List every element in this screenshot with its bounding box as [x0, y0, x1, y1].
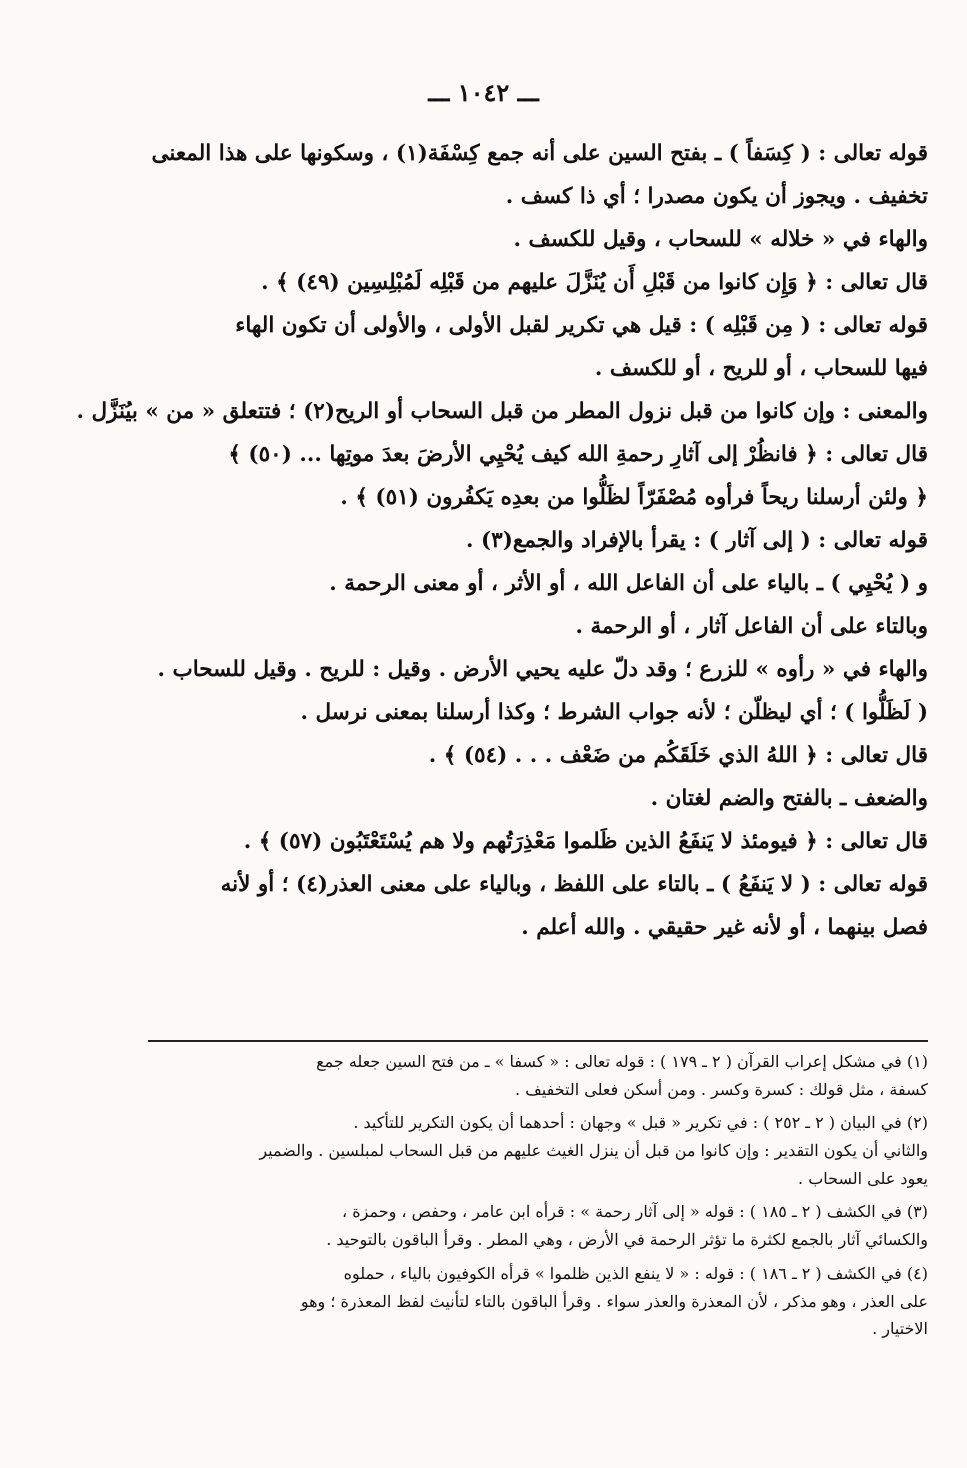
text-line: قوله تعالى : ( إلى آثار ) : يقرأ بالإفراد والجمع(٣) .: [466, 528, 928, 553]
text-line: وبالتاء على أن الفاعل آثار ، أو الرحمة .: [575, 614, 928, 639]
footnote-line: (٤) في الكشف ( ٢ ـ ١٨٦ ) : قوله : « لا ينفع الذين ظلموا » قرأه الكوفيون بالياء ، حملوه: [343, 1263, 928, 1283]
footnote-line: الاختيار .: [872, 1319, 928, 1339]
footnote-line: (١) في مشكل إعراب القرآن ( ٢ ـ ١٧٩ ) : قوله تعالى : « كسفا » ـ من فتح السين جعله جمع: [316, 1052, 928, 1071]
footnote-line: والثاني أن يكون التقدير : وإن كانوا من قبل أن ينزل الغيث عليهم من قبل السحاب لمبلسين . والضمير: [259, 1141, 928, 1161]
text-line: تخفيف . ويجوز أن يكون مصدرا ؛ أي ذا كسف .: [505, 184, 928, 209]
text-line: والضعف ـ بالفتح والضم لغتان .: [650, 786, 928, 811]
text-line: والمعنى : وإن كانوا من قبل نزول المطر من قبل السحاب أو الريح(٢) ؛ فتتعلق « من » بيُنَزَّل .: [76, 399, 928, 424]
footnote-2: [145, 1109, 928, 1192]
text-line: فيها للسحاب ، أو للريح ، أو للكسف .: [594, 356, 928, 381]
footnote-1: [145, 1048, 928, 1103]
footnotes: [145, 1048, 928, 1343]
text-line: والهاء في « رأوه » للزرع ؛ وقد دلّ عليه يحيي الأرض . وقيل : للريح . وقيل للسحاب .: [157, 657, 928, 682]
footnote-separator: [148, 1040, 928, 1042]
footnote-4: [145, 1260, 928, 1343]
page-number: ـــ ١٠٤٢ ـــ: [428, 78, 539, 107]
footnote-line: والكسائي آثار بالجمع لكثرة ما تؤثر الرحمة في الأرض ، وهي المطر . وقرأ الباقون بالتوحيد .: [326, 1230, 928, 1250]
text-line: والهاء في « خلاله » للسحاب ، وقيل للكسف .: [513, 227, 928, 252]
text-line: ﴿ ولئن أرسلنا ريحاً فرأوه مُصْفَرّاً لظَلُّوا من بعدِه يَكفُرون (٥١) ﴾ .: [340, 485, 928, 510]
text-line: قال تعالى : ﴿ فيومئذ لا يَنفَعُ الذين ظَلموا مَعْذِرَتُهم ولا هم يُسْتَعْتَبُون (٥٧) ﴾ .: [243, 829, 928, 854]
text-line: قال تعالى : ﴿ وَإِن كانوا من قَبْلِ أَن يُنَزَّلَ عليهم من قَبْلِه لَمُبْلِسِين (٤٩) ﴾ .: [261, 270, 928, 295]
main-text: [76, 132, 928, 949]
text-line: قوله تعالى : ( مِن قَبْلِه ) : قيل هي تكرير لقبل الأولى ، والأولى أن تكون الهاء: [235, 313, 928, 338]
footnote-line: (٣) في الكشف ( ٢ ـ ١٨٥ ) : قوله « إلى آثار رحمة » : قرأه ابن عامر ، وحفص ، وحمزة ،: [341, 1202, 928, 1222]
footnote-line: يعود على السحاب .: [798, 1168, 928, 1188]
footnote-line: على العذر ، وهو مذكر ، لأن المعذرة والعذر سواء . وقرأ الباقون بالتاء لتأنيث لفظ المعذرة ؛ وهو: [300, 1291, 928, 1311]
text-line: قال تعالى : ﴿ اللهُ الذي خَلَقَكُم من ضَعْف . . . (٥٤) ﴾ .: [428, 743, 928, 768]
text-line: قوله تعالى : ( لا يَنفَعُ ) ـ بالتاء على اللفظ ، وبالياء على معنى العذر(٤) ؛ أو لأنه: [220, 872, 928, 897]
footnote-line: (٢) في البيان ( ٢ ـ ٢٥٢ ) : في تكرير « قبل » وجهان : أحدهما أن يكون التكرير للتأكيد .: [353, 1113, 928, 1133]
footnote-3: [145, 1198, 928, 1253]
text-line: ( لَظَلُّوا ) ؛ أي ليظلّن ؛ لأنه جواب الشرط ؛ وكذا أرسلنا بمعنى نرسل .: [300, 700, 928, 725]
text-line: قال تعالى : ﴿ فانظُرْ إلى آثارِ رحمةِ الله كيف يُحْيِي الأرضَ بعدَ موتِها ... (٥٠) ﴾: [228, 442, 928, 467]
text-line: قوله تعالى : ( كِسَفاً ) ـ بفتح السين على أنه جمع كِسْفَة(١) ، وسكونها على هذا المعنى: [151, 141, 928, 166]
footnote-line: كسفة ، مثل قولك : كسرة وكسر . ومن أسكن فعلى التخفيف .: [515, 1079, 928, 1099]
text-line: و ( يُحْيِي ) ـ بالياء على أن الفاعل الله ، أو الأثر ، أو معنى الرحمة .: [329, 571, 928, 596]
text-line: فصل بينهما ، أو لأنه غير حقيقي . والله أعلم .: [521, 915, 928, 940]
